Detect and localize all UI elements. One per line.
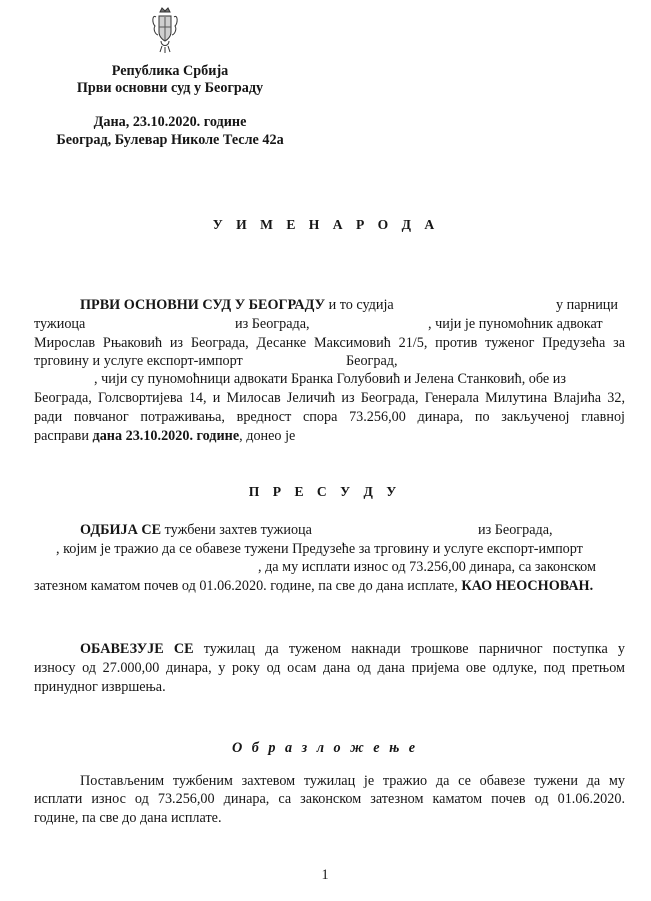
rejects-line2: , којим је тражио да се обавезе тужени Предузеће за трговину и услуге експорт-импорт: [56, 541, 583, 557]
rejects-line4: затезном каматом почев од 01.06.2020. године, па све до дана исплате, КАО НЕОСНОВАН.: [34, 578, 594, 594]
intro-line2a: тужиоца: [34, 316, 86, 332]
header-court: Први основни суд у Београду: [76, 80, 264, 96]
verdict-title: П Р Е С У Д У: [248, 484, 402, 499]
reasoning-line1: Постављеним тужбеним захтевом тужилац је тражио да се обавезе тужени да му: [80, 773, 625, 789]
rejects-line1: ОДБИЈА СЕ тужбени захтев тужиоца: [80, 522, 312, 538]
intro-line5: , чији су пуномоћници адвокати Бранка Голубовић и Јелена Станковић, обе из: [94, 371, 566, 387]
intro-line4b: Београд,: [346, 353, 398, 369]
intro-line3: Мирослав Рњаковић из Београда, Десанке Максимовић 21/5, против туженог Предузећа за: [34, 335, 625, 351]
header-address: Београд, Булевар Николе Тесле 42а: [56, 132, 284, 148]
intro-line7: ради повчаног потраживања, вредност спора 73.256,00 динара, по закљученој главној: [34, 409, 625, 425]
reasoning-line3: године, па све до дана исплате.: [34, 810, 222, 826]
reasoning-line2: исплати износ од 73.256,00 динара, са законском затезном каматом почев од 01.06.2020.: [34, 791, 625, 807]
rejects-line1b: из Београда,: [478, 522, 553, 538]
intro-line1-end: у парници: [556, 297, 618, 313]
intro-line2b: из Београда,: [235, 316, 310, 332]
header-country: Република Србија: [111, 63, 229, 79]
obliges-line1: ОБАВЕЗУЈЕ СЕ тужилац да туженом накнади трошкове парничног поступка у: [80, 641, 625, 657]
reasoning-title: О б р а з л о ж е њ е: [231, 740, 419, 756]
intro-line6: Београда, Голсвортијева 14, и Милосав Јеличић из Београда, Генерала Милутина Влајића 32,: [34, 390, 625, 406]
header-date: Дана, 23.10.2020. године: [93, 114, 247, 130]
intro-court-name: ПРВИ ОСНОВНИ СУД У БЕОГРАДУ и то судија: [80, 297, 394, 313]
coat-of-arms-icon: [151, 5, 179, 55]
intro-line2c: , чији је пуномоћник адвокат: [428, 316, 603, 332]
intro-line4a: трговину и услуге експорт-импорт: [34, 353, 243, 369]
obliges-line3: принудног извршења.: [34, 679, 166, 695]
in-the-name-heading: У И М Е Н А Р О Д А: [212, 217, 440, 232]
obliges-line2: износу од 27.000,00 динара, у року од осам дана од дана пријема ове одлуке, под претњом: [34, 660, 625, 676]
page-number: 1: [321, 867, 329, 883]
rejects-line3: , да му исплати износ од 73.256,00 динара, са законском: [258, 559, 596, 575]
intro-line8: расправи дана 23.10.2020. године, донео је: [34, 428, 296, 444]
